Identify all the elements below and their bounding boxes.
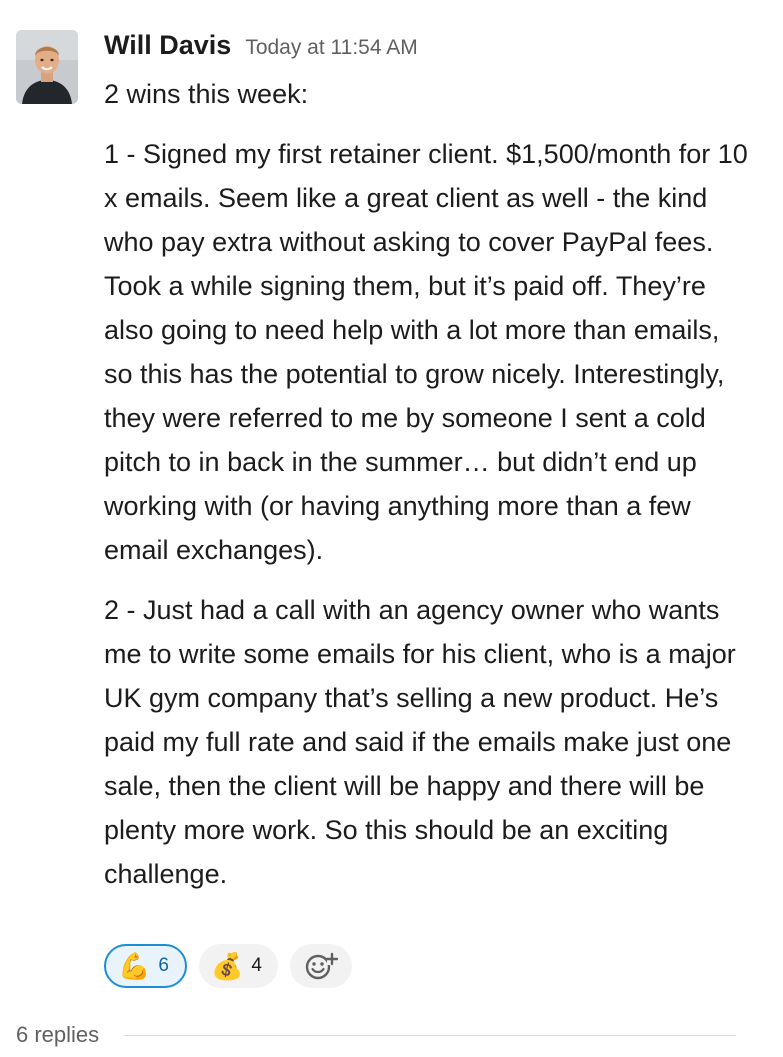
- message-paragraph-1: 1 - Signed my first retainer client. $1,500/month for 10 x emails. Seem like a great client as well - the kind who pay extra without asking to cover PayPal fees. Took a while signing them, but it’s paid off. They’re also going to need help with a lot more than emails, so this has the potential to grow nicely. Interestingly, they were referred to me by someone I sent a cold pitch to in back in the summer… but didn’t end up working with (or having anything more than a few email exchanges).: [104, 139, 748, 565]
- flexed-biceps-icon: 💪: [118, 951, 151, 981]
- message-header: [104, 30, 418, 66]
- add-reaction-button[interactable]: [290, 944, 352, 988]
- thread-summary: [16, 1016, 736, 1054]
- reaction-count: 6: [158, 955, 169, 976]
- avatar[interactable]: [16, 30, 78, 104]
- message-timestamp[interactable]: Today at 11:54 AM: [245, 36, 418, 59]
- author-name[interactable]: Will Davis: [104, 30, 232, 60]
- reaction-count: 4: [251, 955, 262, 976]
- thread-divider: [123, 1035, 736, 1036]
- reaction-flexed-biceps[interactable]: [104, 944, 187, 988]
- money-bag-icon: 💰: [210, 951, 244, 981]
- message-paragraph-2: 2 - Just had a call with an agency owner who wants me to write some emails for his client, who is a major UK gym company that’s selling a new product. He’s paid my full rate and said if the emails make just one sale, then the client will be happy and there will be plenty more work. So this should be an exciting challenge.: [104, 595, 736, 889]
- thread-replies-link[interactable]: 6 replies: [16, 1022, 100, 1047]
- reactions-bar: [104, 944, 352, 988]
- message-intro: 2 wins this week:: [104, 79, 309, 109]
- reaction-money-bag[interactable]: [199, 944, 278, 988]
- add-reaction-icon: [304, 951, 338, 981]
- message-body: [104, 72, 754, 896]
- avatar-image: [16, 30, 78, 104]
